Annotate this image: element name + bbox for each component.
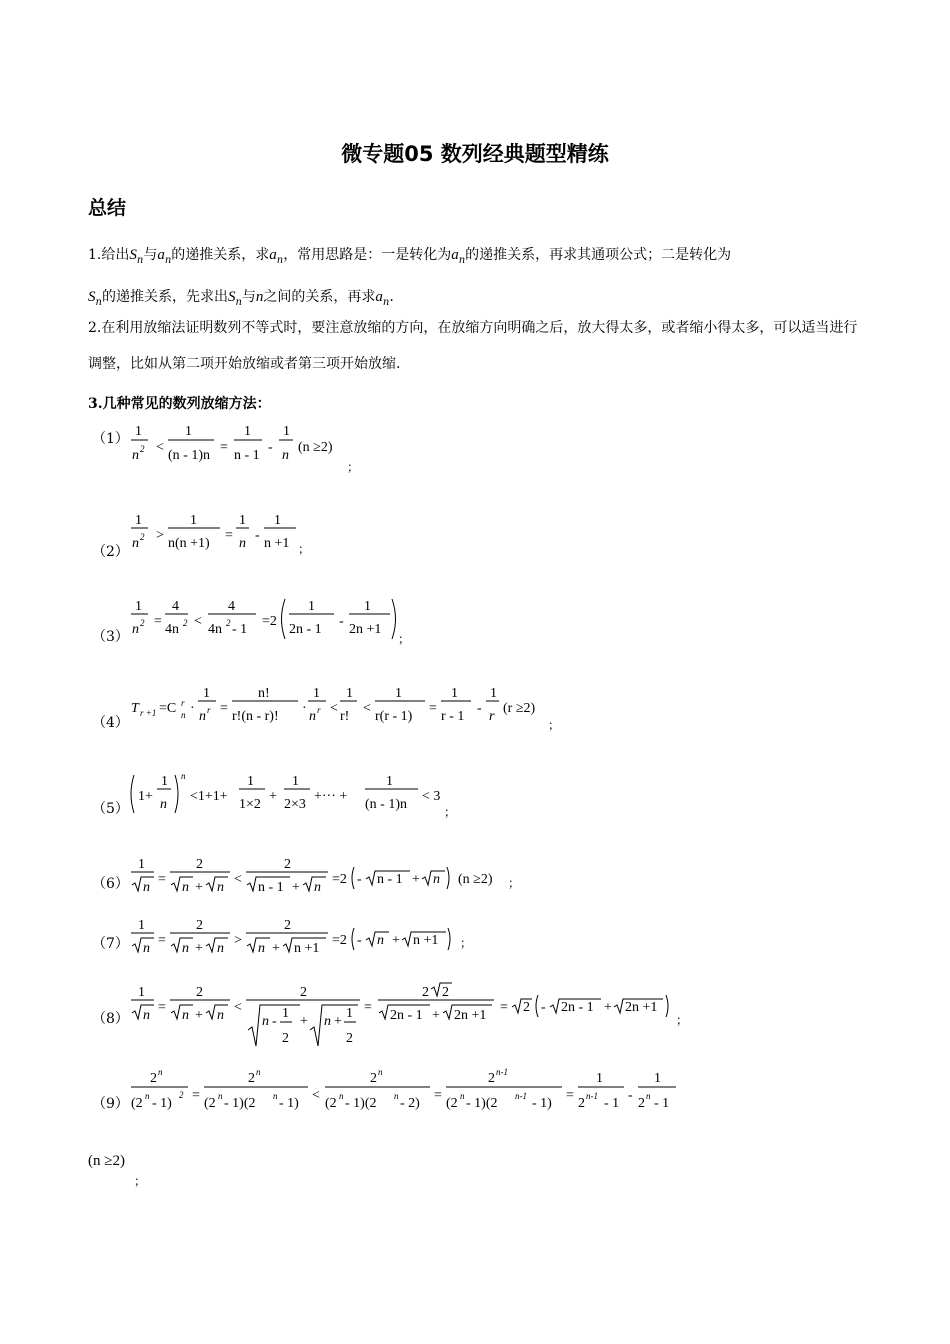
svg-text:2: 2 <box>183 618 188 628</box>
svg-text:-: - <box>477 701 482 716</box>
svg-text:2n - 1: 2n - 1 <box>561 1000 594 1015</box>
item-label-9: （9） <box>92 1096 129 1112</box>
svg-text:n: n <box>181 710 186 720</box>
svg-text:1: 1 <box>244 424 251 439</box>
svg-text:-: - <box>272 1014 277 1029</box>
svg-text:2n +1: 2n +1 <box>454 1008 487 1023</box>
svg-text:1: 1 <box>596 1071 603 1086</box>
semicolon-7: ； <box>460 936 473 950</box>
svg-text:1: 1 <box>654 1071 661 1086</box>
svg-text:=: = <box>434 1088 442 1103</box>
svg-text:r: r <box>317 705 321 715</box>
svg-text:n: n <box>239 536 246 551</box>
svg-text:2: 2 <box>300 985 307 1000</box>
svg-text:n: n <box>145 1091 150 1101</box>
svg-text:(n - 1)n: (n - 1)n <box>365 797 407 812</box>
item-label-5: （5） <box>92 801 129 817</box>
svg-text:+··· +: +··· + <box>314 789 348 804</box>
svg-text:n: n <box>132 622 139 637</box>
svg-text:=: = <box>364 1000 372 1015</box>
svg-text:1: 1 <box>346 1006 353 1021</box>
formula-9 <box>128 1066 688 1122</box>
svg-text:n: n <box>143 880 150 895</box>
svg-text:1: 1 <box>386 774 393 789</box>
formula-2 <box>128 510 311 558</box>
svg-text:1: 1 <box>190 513 197 528</box>
semicolon-6: ； <box>508 876 521 890</box>
svg-text:1: 1 <box>274 513 281 528</box>
svg-text:n: n <box>182 880 189 895</box>
svg-text:1: 1 <box>313 686 320 701</box>
svg-text:+: + <box>195 941 203 956</box>
svg-text:n: n <box>132 448 139 463</box>
svg-text:1: 1 <box>282 1006 289 1021</box>
svg-text:+: + <box>269 789 277 804</box>
svg-text:4n: 4n <box>208 622 222 637</box>
svg-text:- 2): - 2) <box>400 1096 420 1111</box>
svg-text:- 1: - 1 <box>654 1096 670 1111</box>
svg-text:=: = <box>500 1000 508 1015</box>
svg-text:2: 2 <box>226 618 231 628</box>
svg-text:=: = <box>158 1000 166 1015</box>
svg-text:r(r - 1): r(r - 1) <box>375 709 413 724</box>
svg-text:1: 1 <box>138 985 145 1000</box>
svg-text:n: n <box>433 872 440 887</box>
svg-text:=: = <box>220 440 228 455</box>
svg-text:>: > <box>234 933 242 948</box>
svg-text:n: n <box>339 1091 344 1101</box>
svg-text:+: + <box>432 1008 440 1023</box>
svg-text:r +1: r +1 <box>140 708 157 718</box>
svg-text:=: = <box>154 614 162 629</box>
svg-text:n: n <box>181 771 186 781</box>
svg-text:2: 2 <box>282 1031 289 1046</box>
svg-text:(n ≥2): (n ≥2) <box>298 440 333 455</box>
page-title: 微专题05 数列经典题型精练 <box>341 142 609 166</box>
item-label-1: （1） <box>92 431 129 447</box>
svg-text:1: 1 <box>395 686 402 701</box>
svg-text:n: n <box>324 1014 331 1029</box>
svg-text:2: 2 <box>140 444 145 454</box>
svg-text:- 1): - 1) <box>279 1096 299 1111</box>
svg-text:n(n +1): n(n +1) <box>168 536 210 551</box>
svg-text:=2: =2 <box>262 614 277 629</box>
svg-text:n: n <box>160 797 167 812</box>
svg-text:1: 1 <box>135 513 142 528</box>
svg-text:r: r <box>207 705 211 715</box>
formula-4 <box>128 682 561 732</box>
svg-text:+: + <box>195 880 203 895</box>
svg-text:n: n <box>182 941 189 956</box>
svg-text:+: + <box>334 1014 342 1029</box>
svg-text:·: · <box>190 701 195 716</box>
svg-text:2n - 1: 2n - 1 <box>289 622 322 637</box>
svg-text:- 1: - 1 <box>232 622 248 637</box>
svg-text:- 1)(2: - 1)(2 <box>345 1096 377 1111</box>
svg-text:n: n <box>282 448 289 463</box>
svg-text:r!(n - r)!: r!(n - r)! <box>232 709 279 724</box>
svg-text:n: n <box>217 941 224 956</box>
svg-text:2: 2 <box>488 1071 495 1086</box>
svg-text:- 1: - 1 <box>604 1096 620 1111</box>
svg-text:r: r <box>181 698 185 708</box>
svg-text:n - 1: n - 1 <box>377 872 403 887</box>
svg-text:n: n <box>460 1091 465 1101</box>
svg-text:2: 2 <box>248 1071 255 1086</box>
svg-text:2: 2 <box>284 857 291 872</box>
svg-text:<1+1+: <1+1+ <box>190 789 228 804</box>
svg-text:<: < <box>363 701 371 716</box>
svg-text:2n - 1: 2n - 1 <box>390 1008 423 1023</box>
svg-text:=C: =C <box>159 701 177 716</box>
svg-text:1: 1 <box>203 686 210 701</box>
semicolon-1: ； <box>347 460 360 474</box>
svg-text:2: 2 <box>140 618 145 628</box>
item-label-8: （8） <box>92 1011 129 1027</box>
svg-text:1: 1 <box>364 599 371 614</box>
svg-text:2: 2 <box>150 1071 157 1086</box>
svg-text:=: = <box>220 701 228 716</box>
svg-text:<: < <box>234 1000 242 1015</box>
svg-text:(n - 1)n: (n - 1)n <box>168 448 210 463</box>
paragraph-2: 2.在利用放缩法证明数列不等式时，要注意放缩的方向，在放缩方向明确之后，放大得太多，或者缩小得太多，可以适当进行调整，比如从第二项开始放缩或者第三项开始放缩. <box>88 320 858 372</box>
svg-text:n-1: n-1 <box>496 1067 508 1077</box>
formula-8 <box>128 978 688 1052</box>
svg-text:1: 1 <box>292 774 299 789</box>
svg-text:n: n <box>158 1067 163 1077</box>
svg-text:<: < <box>194 614 202 629</box>
svg-text:=: = <box>429 701 437 716</box>
svg-text:1: 1 <box>490 686 497 701</box>
svg-text:n-1: n-1 <box>515 1091 527 1101</box>
svg-text:2: 2 <box>140 532 145 542</box>
svg-text:n: n <box>314 880 321 895</box>
svg-text:(2: (2 <box>325 1096 337 1111</box>
svg-text:2: 2 <box>179 1090 184 1100</box>
svg-text:<: < <box>234 872 242 887</box>
svg-text:1: 1 <box>185 424 192 439</box>
svg-text:1: 1 <box>135 424 142 439</box>
item-label-3: （3） <box>92 629 129 645</box>
svg-text:+: + <box>300 1014 308 1029</box>
svg-text:1: 1 <box>138 857 145 872</box>
svg-text:+: + <box>412 872 420 887</box>
item-label-2: （2） <box>92 544 129 560</box>
svg-text:=2: =2 <box>332 872 347 887</box>
svg-text:r!: r! <box>340 709 350 724</box>
svg-text:=: = <box>158 933 166 948</box>
svg-text:n +1: n +1 <box>264 536 290 551</box>
formula-6 <box>128 853 528 901</box>
svg-text:n: n <box>378 1067 383 1077</box>
svg-text:=: = <box>192 1088 200 1103</box>
svg-text:n: n <box>256 1067 261 1077</box>
svg-text:·: · <box>302 701 307 716</box>
svg-text:4n: 4n <box>165 622 179 637</box>
svg-text:n: n <box>143 1008 150 1023</box>
svg-text:+: + <box>272 941 280 956</box>
svg-text:-: - <box>357 872 362 887</box>
svg-text:-: - <box>268 440 273 455</box>
svg-text:n: n <box>143 941 150 956</box>
svg-text:n +1: n +1 <box>294 941 320 956</box>
svg-text:T: T <box>131 701 139 716</box>
formula-5 <box>128 770 458 822</box>
svg-text:+: + <box>292 880 300 895</box>
svg-text:2n +1: 2n +1 <box>349 622 382 637</box>
svg-text:1: 1 <box>451 686 458 701</box>
svg-text:r: r <box>489 709 495 724</box>
svg-text:=: = <box>225 528 233 543</box>
svg-text:(2: (2 <box>131 1096 143 1111</box>
svg-text:n +1: n +1 <box>413 933 439 948</box>
svg-text:+: + <box>604 1000 612 1015</box>
svg-text:4: 4 <box>228 599 235 614</box>
svg-text:1: 1 <box>239 513 246 528</box>
svg-text:2: 2 <box>370 1071 377 1086</box>
svg-text:n: n <box>262 1014 269 1029</box>
svg-text:2: 2 <box>523 1000 530 1015</box>
svg-text:(n ≥2): (n ≥2) <box>458 872 493 887</box>
formula-1 <box>128 418 358 474</box>
svg-text:1: 1 <box>346 686 353 701</box>
svg-text:(r ≥2): (r ≥2) <box>503 701 536 716</box>
svg-text:n: n <box>646 1091 651 1101</box>
svg-text:r - 1: r - 1 <box>441 709 465 724</box>
svg-text:4: 4 <box>172 599 179 614</box>
svg-text:n: n <box>217 880 224 895</box>
svg-text:n: n <box>218 1091 223 1101</box>
svg-text:n: n <box>309 709 316 724</box>
svg-text:n: n <box>258 941 265 956</box>
svg-text:=2: =2 <box>332 933 347 948</box>
svg-text:n: n <box>132 536 139 551</box>
svg-text:<: < <box>330 701 338 716</box>
svg-text:2: 2 <box>638 1096 645 1111</box>
svg-text:n - 1: n - 1 <box>258 880 284 895</box>
svg-text:2: 2 <box>442 985 449 1000</box>
svg-text:2: 2 <box>284 918 291 933</box>
semicolon-2: ； <box>298 542 311 556</box>
svg-text:- 1): - 1) <box>152 1096 172 1111</box>
item-label-4: （4） <box>92 715 129 731</box>
svg-text:1+: 1+ <box>138 789 153 804</box>
svg-text:<: < <box>156 440 164 455</box>
svg-text:n!: n! <box>258 686 270 701</box>
svg-text:1: 1 <box>283 424 290 439</box>
svg-text:2: 2 <box>196 985 203 1000</box>
svg-text:n-1: n-1 <box>586 1091 598 1101</box>
semicolon-9: ； <box>134 1174 147 1188</box>
svg-text:1: 1 <box>135 599 142 614</box>
svg-text:1: 1 <box>308 599 315 614</box>
svg-text:n: n <box>273 1091 278 1101</box>
svg-text:2: 2 <box>196 857 203 872</box>
svg-text:2: 2 <box>346 1031 353 1046</box>
svg-text:=: = <box>566 1088 574 1103</box>
svg-text:2: 2 <box>422 985 429 1000</box>
svg-text:+: + <box>195 1008 203 1023</box>
formula-3 <box>128 595 411 646</box>
svg-text:n: n <box>182 1008 189 1023</box>
svg-text:1: 1 <box>138 918 145 933</box>
semicolon-8: ； <box>676 1013 689 1027</box>
svg-text:n: n <box>199 709 206 724</box>
condition-n-ge-2: (n ≥2) <box>88 1153 125 1169</box>
svg-text:1: 1 <box>161 774 168 789</box>
svg-text:-: - <box>357 933 362 948</box>
svg-text:2: 2 <box>578 1096 585 1111</box>
svg-text:2: 2 <box>196 918 203 933</box>
semicolon-3: ； <box>398 632 411 646</box>
svg-text:-: - <box>255 528 260 543</box>
svg-text:n: n <box>217 1008 224 1023</box>
summary-heading: 总结 <box>88 197 127 219</box>
svg-text:(2: (2 <box>446 1096 458 1111</box>
item-label-6: （6） <box>92 876 129 892</box>
svg-text:- 1)(2: - 1)(2 <box>466 1096 498 1111</box>
svg-text:2n +1: 2n +1 <box>625 1000 658 1015</box>
svg-text:n - 1: n - 1 <box>234 448 260 463</box>
svg-text:<: < <box>312 1088 320 1103</box>
formula-7 <box>128 914 488 962</box>
svg-text:>: > <box>156 528 164 543</box>
svg-text:-: - <box>541 1000 546 1015</box>
paragraph-1: 1.给出$S_n$与$a_n$的递推关系，求$a_n$，常用思路是：一是转化为$a_n$的递推关系，再求其通项公式；二是转化为 $S_n$的递推关系，先求出$S_n$与n之间的关系，再求$a_n$. <box>88 247 732 308</box>
svg-text:+: + <box>392 933 400 948</box>
svg-text:-: - <box>628 1088 633 1103</box>
methods-heading: 3.几种常见的数列放缩方法： <box>88 396 271 412</box>
svg-text:1×2: 1×2 <box>239 797 261 812</box>
svg-text:(2: (2 <box>204 1096 216 1111</box>
svg-text:n: n <box>394 1091 399 1101</box>
svg-text:1: 1 <box>247 774 254 789</box>
svg-text:=: = <box>158 872 166 887</box>
svg-text:n: n <box>377 933 384 948</box>
svg-text:< 3: < 3 <box>422 789 441 804</box>
svg-text:-: - <box>339 614 344 629</box>
svg-text:- 1)(2: - 1)(2 <box>224 1096 256 1111</box>
item-label-7: （7） <box>92 936 129 952</box>
svg-text:- 1): - 1) <box>532 1096 552 1111</box>
svg-text:2×3: 2×3 <box>284 797 306 812</box>
semicolon-4: ； <box>548 718 561 732</box>
semicolon-5: ； <box>444 805 457 819</box>
